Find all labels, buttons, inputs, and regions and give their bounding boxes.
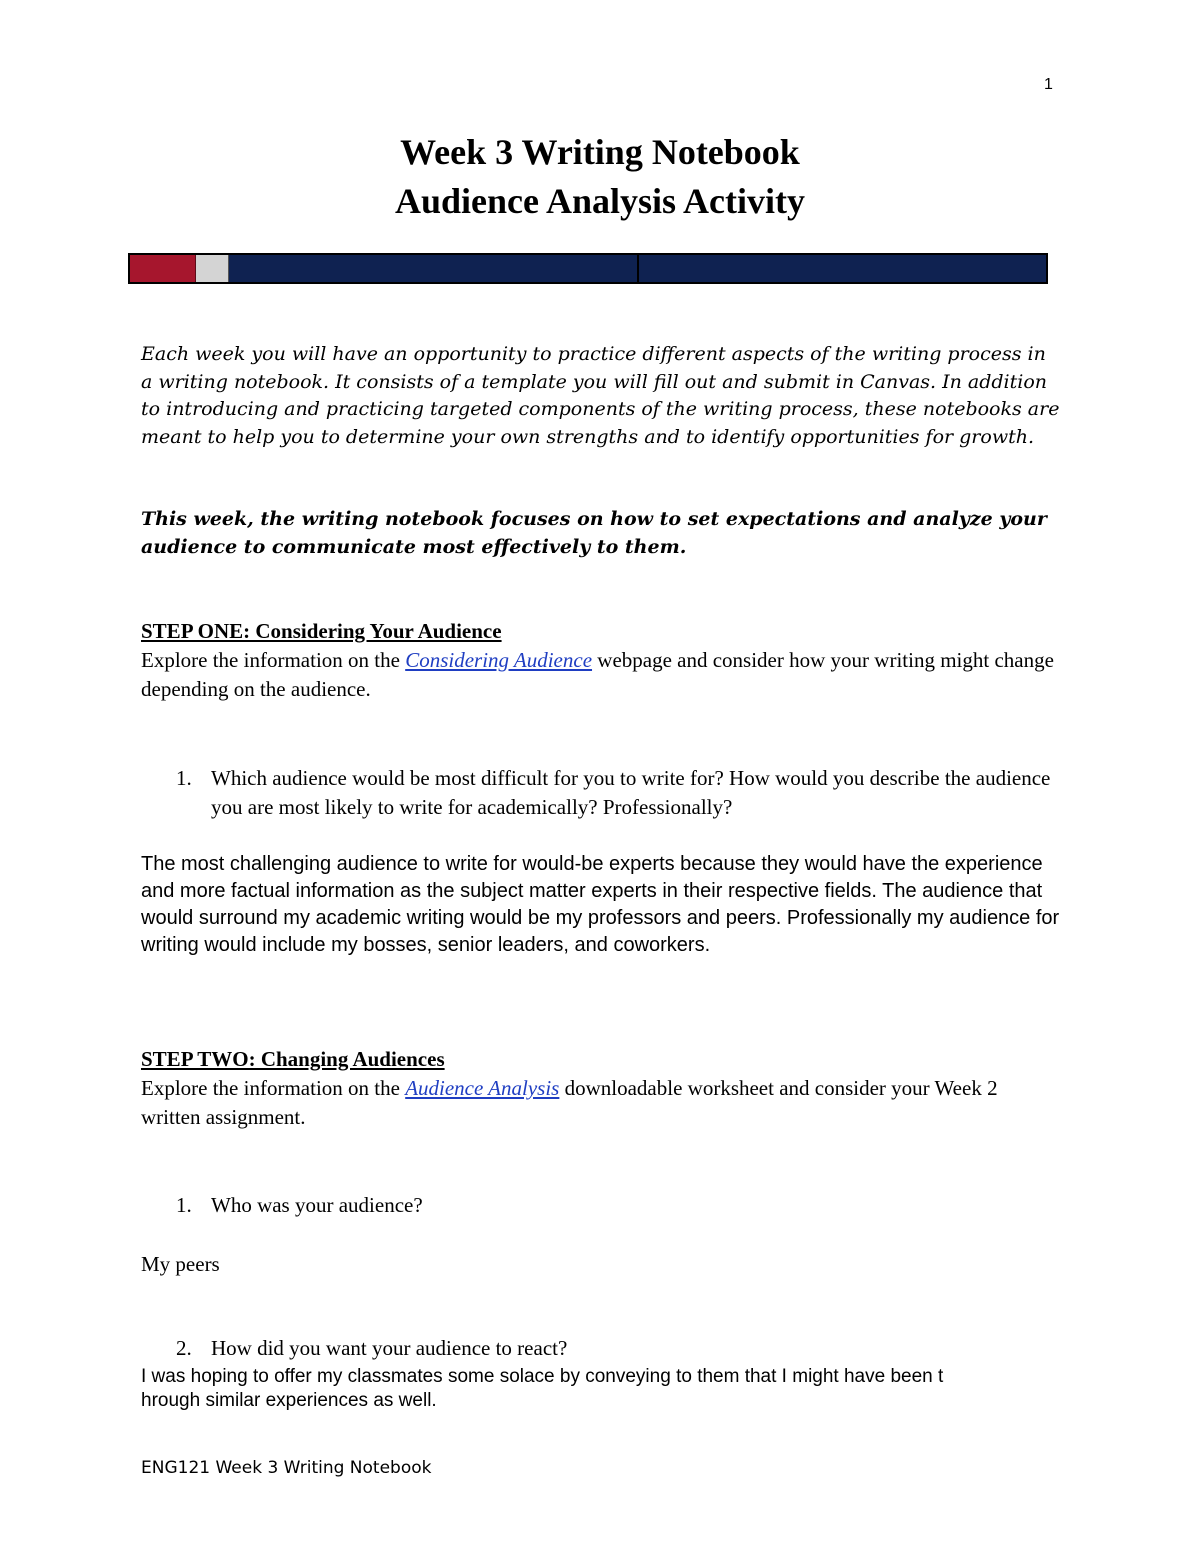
question-text: How did you want your audience to react? <box>211 1336 568 1360</box>
step-two-answer-1: My peers <box>141 1252 220 1276</box>
title-line-1: Week 3 Writing Notebook <box>400 132 800 172</box>
bar-navy-segment-right <box>639 255 1046 282</box>
title-line-2: Audience Analysis Activity <box>394 181 806 221</box>
decorative-color-bar <box>128 253 1048 284</box>
step-two-text-after: downloadable worksheet and consider your Week 2 written assignment. <box>141 1076 998 1129</box>
question-number: 2. <box>176 1336 192 1360</box>
step-two-text-before: Explore the information on the <box>141 1076 406 1100</box>
question-number: 1. <box>176 766 192 790</box>
step-one-heading: STEP ONE: Considering Your Audience <box>141 619 502 643</box>
answer-line: hrough similar experiences as well. <box>141 1390 437 1411</box>
intro-paragraph: Each week you will have an opportunity to practice different aspects of the writing process in a writing notebook. It consists of a template you will fill out and submit in Canvas. In addition to introducing and practicing targeted components of the writing process, these notebooks are meant to help you to determine your own strengths and to identify opportunities for growth. <box>141 343 1060 448</box>
step-one-instructions <box>141 646 1061 704</box>
bar-navy-segment-left <box>229 255 639 282</box>
step-two-instructions <box>141 1074 1061 1132</box>
audience-analysis-link[interactable]: Audience Analysis <box>405 1076 560 1100</box>
answer-line: I was hoping to offer my classmates some solace by conveying to them that I might have been t <box>141 1366 944 1387</box>
question-number: 1. <box>176 1193 192 1217</box>
considering-audience-link[interactable]: Considering Audience <box>405 648 593 672</box>
question-text: Who was your audience? <box>211 1193 423 1217</box>
document-title <box>0 128 1200 226</box>
step-two-answer-2 <box>141 1365 1061 1413</box>
page-footer: ENG121 Week 3 Writing Notebook <box>141 1458 432 1478</box>
step-one-section <box>141 617 1061 704</box>
step-two-section <box>141 1045 1061 1132</box>
bar-gray-segment <box>196 255 229 282</box>
step-one-question <box>176 764 1056 822</box>
bar-red-segment <box>130 255 196 282</box>
intro-focus-paragraph: This week, the writing notebook focuses on how to set expectations and analyze your audience to communicate most effectively to them. <box>141 508 1047 558</box>
step-two-question-2 <box>176 1334 1056 1363</box>
step-two-question-1 <box>176 1191 1056 1220</box>
step-one-answer: The most challenging audience to write for would-be experts because they would have the experience and more factual information as the subject matter experts in their respective fields. The audience that would surround my academic writing would be my professors and peers. Professionally my audience for writing would include my bosses, senior leaders, and coworkers. <box>141 853 1060 956</box>
question-text: Which audience would be most difficult for you to write for? How would you describe the audience you are most likely to write for academically? Professionally? <box>211 766 1051 819</box>
step-one-text-after: webpage and consider how your writing might change depending on the audience. <box>141 648 1054 701</box>
step-one-text-before: Explore the information on the <box>141 648 406 672</box>
page-number: 1 <box>1044 76 1053 93</box>
step-two-heading: STEP TWO: Changing Audiences <box>141 1047 445 1071</box>
